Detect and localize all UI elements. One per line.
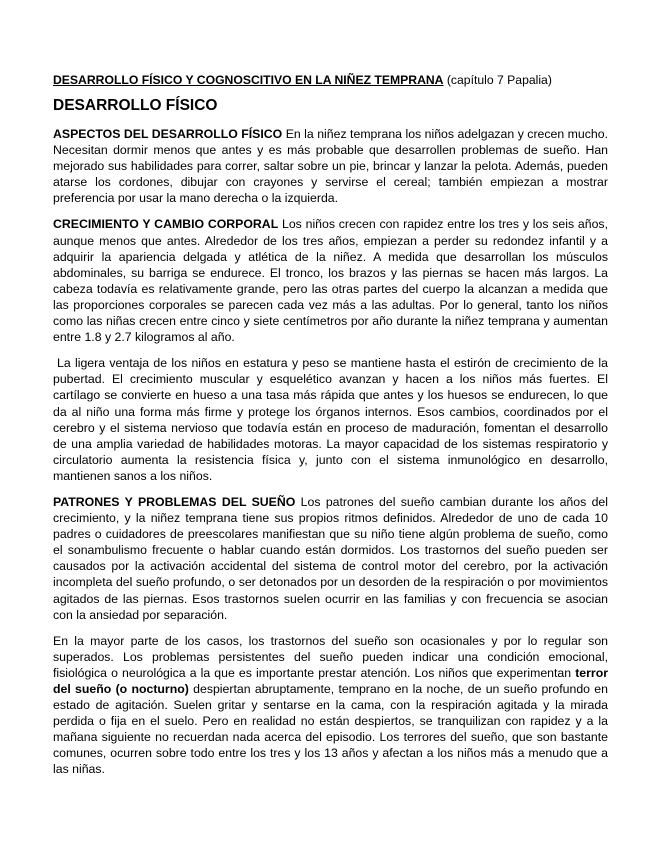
document-title-line <box>53 72 608 88</box>
paragraph-lead: ASPECTOS DEL DESARROLLO FÍSICO <box>53 127 283 141</box>
paragraph-text: Los patrones del sueño cambian durante los años del crecimiento, y la niñez temprana tiene sus propios ritmos definidos. Alrededor de uno de cada 10 padres o cuidadores de preescolares manifiestan que su niño tiene algún problema de sueño, como el sonambulismo frecuente o hablar cuando están dormidos. Los trastornos del sueño pueden ser causados por la activación accidental del sistema de control motor del cerebro, por la activación incompleta del sueño profundo, o ser detonados por un desorden de la respiración o por movimientos agitados de las piernas. Esos trastornos suelen ocurrir en las familias y con frecuencia se asocian con la ansiedad por separación. <box>53 494 608 622</box>
document-title: DESARROLLO FÍSICO Y COGNOSCITIVO EN LA NIÑEZ TEMPRANA <box>53 73 444 87</box>
paragraph-ventaja <box>53 355 608 484</box>
paragraph-patrones-sueno <box>53 494 608 623</box>
paragraph-lead: PATRONES Y PROBLEMAS DEL SUEÑO <box>53 494 296 509</box>
paragraph-lead: CRECIMIENTO Y CAMBIO CORPORAL <box>53 217 279 232</box>
document-page <box>53 72 608 788</box>
section-heading: DESARROLLO FÍSICO <box>53 97 218 114</box>
paragraph-text: despiertan abruptamente, temprano en la noche, de un sueño profundo en estado de agitación. Suelen gritar y sentarse en la cama, con la respiración agitada y la mirada perdida o fija en el suelo. Pero en realidad no están despiertos, se tranquilizan con rapidez y a la mañana siguiente no recuerdan nada acerca del episodio. Los terrores del sueño, que son bastante comunes, ocurren sobre todo entre los tres y los 13 años y afectan a los niños más a menudo que a las niñas. <box>53 682 608 777</box>
paragraph-text: En la niñez temprana los niños adelgazan y crecen mucho. Necesitan dormir menos que antes y es más probable que desarrollen problemas de sueño. Han mejorado sus habilidades para correr, saltar sobre un pie, brincar y lanzar la pelota. Además, pueden atarse los cordones, dibujar con crayones y servirse el cereal; también empiezan a mostrar preferencia por usar la mano derecha o la izquierda. <box>53 127 608 206</box>
paragraph-trastornos <box>53 633 608 778</box>
paragraph-aspectos <box>53 126 608 206</box>
paragraph-text: En la mayor parte de los casos, los trastornos del sueño son ocasionales y por lo regular son superados. Los problemas persistentes del sueño pueden indicar una condición emocional, fisiológica o neurológica a la que es importante prestar atención. Los niños que experimentan <box>53 633 608 680</box>
paragraph-text: La ligera ventaja de los niños en estatura y peso se mantiene hasta el estirón de crecimiento de la pubertad. El crecimiento muscular y esquelético avanzan y hacen a los niños más fuertes. El cartílago se convierte en hueso a una tasa más rápida que antes y los huesos se endurecen, lo que da al niño una forma más firme y protege los órganos internos. Esos cambios, coordinados por el cerebro y el sistema nervioso que todavía están en proceso de maduración, fomentan el desarrollo de una amplia variedad de habilidades motoras. La mayor capacidad de los sistemas respiratorio y circulatorio aumenta la resistencia física y, junto con el sistema inmunológico en desarrollo, mantienen sanos a los niños. <box>53 356 608 483</box>
paragraph-crecimiento <box>53 216 608 345</box>
paragraph-text: Los niños crecen con rapidez entre los tres y los seis años, aunque menos que antes. Alrededor de los tres años, empiezan a perder su redondez infantil y a adquirir la apariencia delgada y atlética de la niñez. A medida que desarrollan los músculos abdominales, su barriga se endurece. El tronco, los brazos y las piernas se hacen más largos. La cabeza todavía es relativamente grande, pero las otras partes del cuerpo la alcanzan a medida que las proporciones corporales se parecen cada vez más a las adultas. Por lo general, tanto los niños como las niñas crecen entre cinco y siete centímetros por año durante la niñez temprana y aumentan entre 1.8 y 2.7 kilogramos al año. <box>53 217 608 345</box>
key-term: terror del sueño (o nocturno) <box>53 665 608 696</box>
chapter-reference: (capítulo 7 Papalia) <box>443 73 552 87</box>
